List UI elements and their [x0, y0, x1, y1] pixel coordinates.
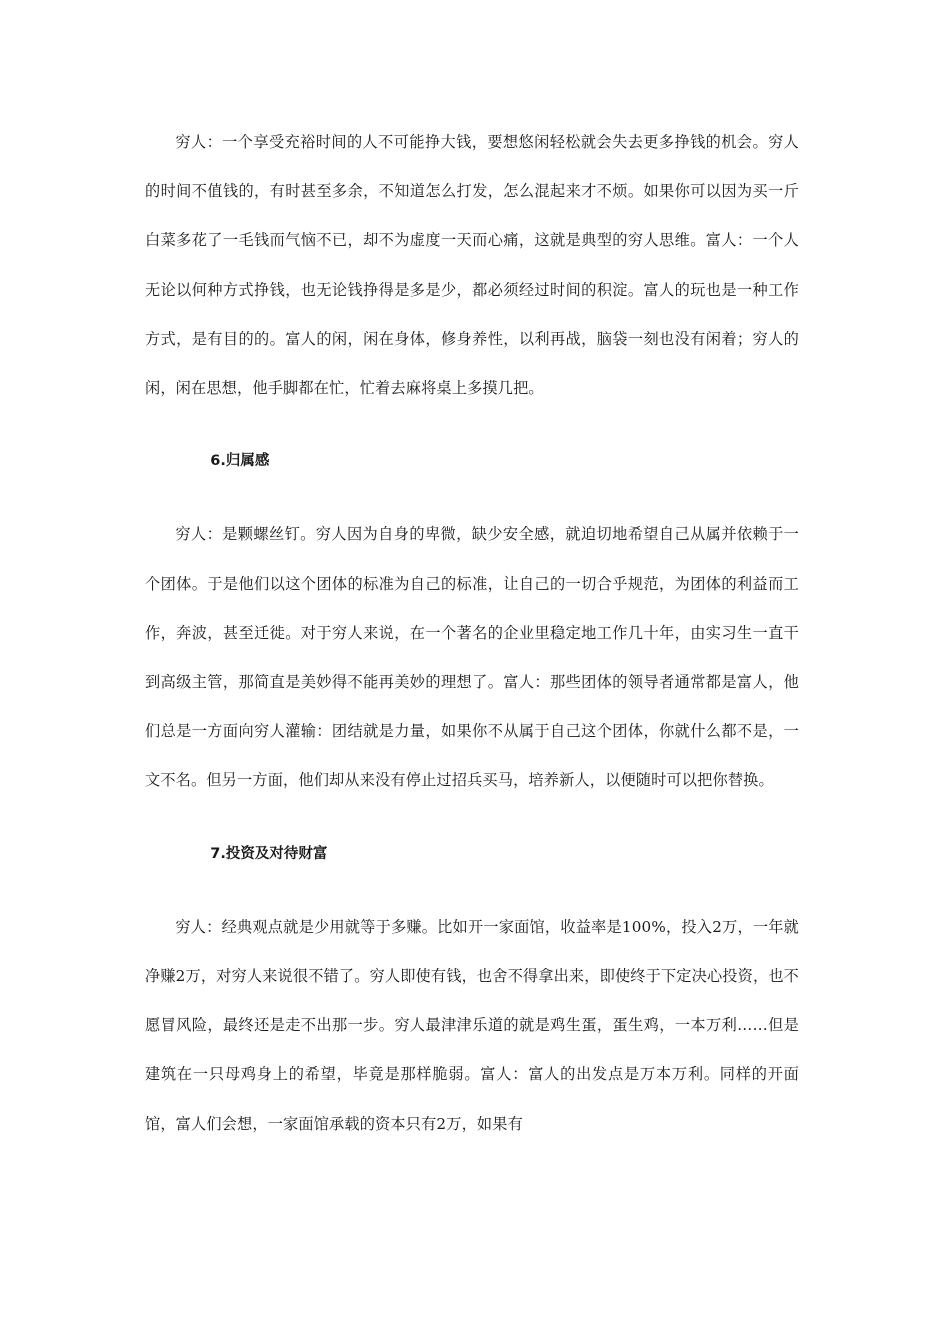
section-heading-investment: 7.投资及对待财富 — [210, 845, 328, 862]
spacer — [145, 879, 799, 903]
paragraph-investment: 穷人：经典观点就是少用就等于多赚。比如开一家面馆，收益率是100%，投入2万，一年就净赚2万，对穷人来说很不错了。穷人即使有钱，也舍不得拿出来，即使终于下定决心投资，也不愿冒风险，最终还是走不出那一步。穷人最津津乐道的就是鸡生蛋，蛋生鸡，一本万利……但是建筑在一只母鸡身上的希望，毕竟是那样脆弱。富人：富人的出发点是万本万利。同样的开面馆，富人们会想，一家面馆承载的资本只有2万，如果有 — [145, 917, 799, 1133]
paragraph-belonging: 穷人：是颗螺丝钉。穷人因为自身的卑微，缺少安全感，就迫切地希望自己从属并依赖于一个团体。于是他们以这个团体的标准为自己的标准，让自己的一切合乎规范，为团体的利益而工作，奔波，甚至迁徙。对于穷人来说，在一个著名的企业里稳定地工作几十年，由实习生一直干到高级主管，那简直是美妙得不能再美妙的理想了。富人：那些团体的领导者通常都是富人，他们总是一方面向穷人灌输：团结就是力量，如果你不从属于自己这个团体，你就什么都不是，一文不名。但另一方面，他们却从来没有停止过招兵买马，培养新人，以便随时可以把你替换。 — [145, 525, 799, 790]
paragraph-time: 穷人：一个享受充裕时间的人不可能挣大钱，要想悠闲轻松就会失去更多挣钱的机会。穷人的时间不值钱的，有时甚至多余，不知道怎么打发，怎么混起来才不烦。如果你可以因为买一斤白菜多花了一毛钱而气恼不已，却不为虚度一天而心痛，这就是典型的穷人思维。富人：一个人无论以何种方式挣钱，也无论钱挣得是多是少，都必须经过时间的积淀。富人的玩也是一种工作方式，是有目的的。富人的闲，闲在身体，修身养性，以利再战，脑袋一刻也没有闲着；穷人的闲，闲在思想，他手脚都在忙，忙着去麻将桌上多摸几把。 — [145, 133, 799, 398]
section-heading-belonging: 6.归属感 — [210, 453, 270, 470]
spacer — [145, 413, 799, 437]
document-page — [145, 118, 799, 1149]
spacer — [145, 806, 799, 830]
spacer — [145, 486, 799, 510]
